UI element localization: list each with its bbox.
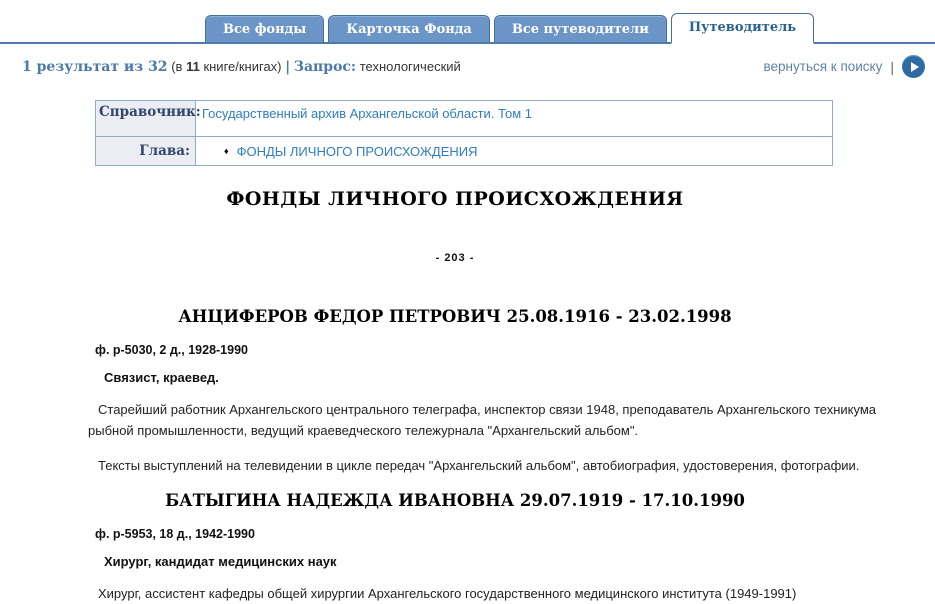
tab-guide-active[interactable]: Путеводитель [671,13,814,44]
result-bar [0,44,935,88]
tab-all-guides[interactable]: Все путеводители [494,15,667,42]
entry-paragraph: Тексты выступлений на телевидении в цикле передач "Архангельский альбом", автобиография, удостоверения, фотографии. [98,458,860,473]
diamond-bullet-icon: ♦ [224,146,229,156]
chapter-link[interactable]: ФОНДЫ ЛИЧНОГО ПРОИСХОЖДЕНИЯ [236,144,478,159]
reference-table [95,100,833,166]
guide-document [0,188,935,604]
result-count: 1 результат из 32 [22,58,168,75]
entry-heading: АНЦИФЕРОВ ФЕДОР ПЕТРОВИЧ 25.08.1916 - 23.02.1998 [178,307,732,326]
nav-divider: | [890,58,894,75]
page-number: - 203 - [435,252,475,264]
play-icon [911,62,919,72]
tab-fund-card[interactable]: Карточка Фонда [328,15,490,42]
next-result-button[interactable] [902,55,925,78]
books-count: 11 [186,58,200,74]
back-to-search-link[interactable]: вернуться к поиску [763,59,883,74]
chapter-title: ФОНДЫ ЛИЧНОГО ПРОИСХОЖДЕНИЯ [226,188,684,210]
books-prefix: (в [171,58,183,74]
occupation-line: Хирург, кандидат медицинских наук [104,554,337,569]
fond-reference: ф. р-5953, 18 д., 1942-1990 [95,527,255,541]
chapter-label: Глава: [96,137,196,166]
entry-heading: БАТЫГИНА НАДЕЖДА ИВАНОВНА 29.07.1919 - 17.10.1990 [165,491,745,510]
separator: | [285,58,291,75]
tab-bar [0,0,935,44]
table-row [96,101,833,137]
result-summary [22,59,461,75]
books-suffix: книге/книгах) [203,58,282,74]
fond-reference: ф. р-5030, 2 д., 1928-1990 [95,343,248,357]
occupation-line: Связист, краевед. [104,370,219,385]
query-value: технологический [359,58,461,74]
query-label: Запрос: [293,58,357,75]
tab-all-funds[interactable]: Все фонды [205,15,324,42]
entry-paragraph: Старейший работник Архангельского центрального телеграфа, инспектор связи 1948, преподаватель Архангельского техникума рыбной промышленности, ведущий краеведческого тележурнала "Архангельский альбом". [88,402,877,438]
reference-label: Справочник: [96,101,196,137]
reference-value-cell [196,101,833,137]
result-nav [764,55,927,78]
entry-paragraph: Хирург, ассистент кафедры общей хирургии Архангельского государственного медицинского института (1949-1991) [98,586,797,601]
guide-volume-link[interactable]: Государственный архив Архангельской области. Том 1 [202,106,532,121]
table-row [96,137,833,166]
chapter-value-cell [196,137,833,166]
